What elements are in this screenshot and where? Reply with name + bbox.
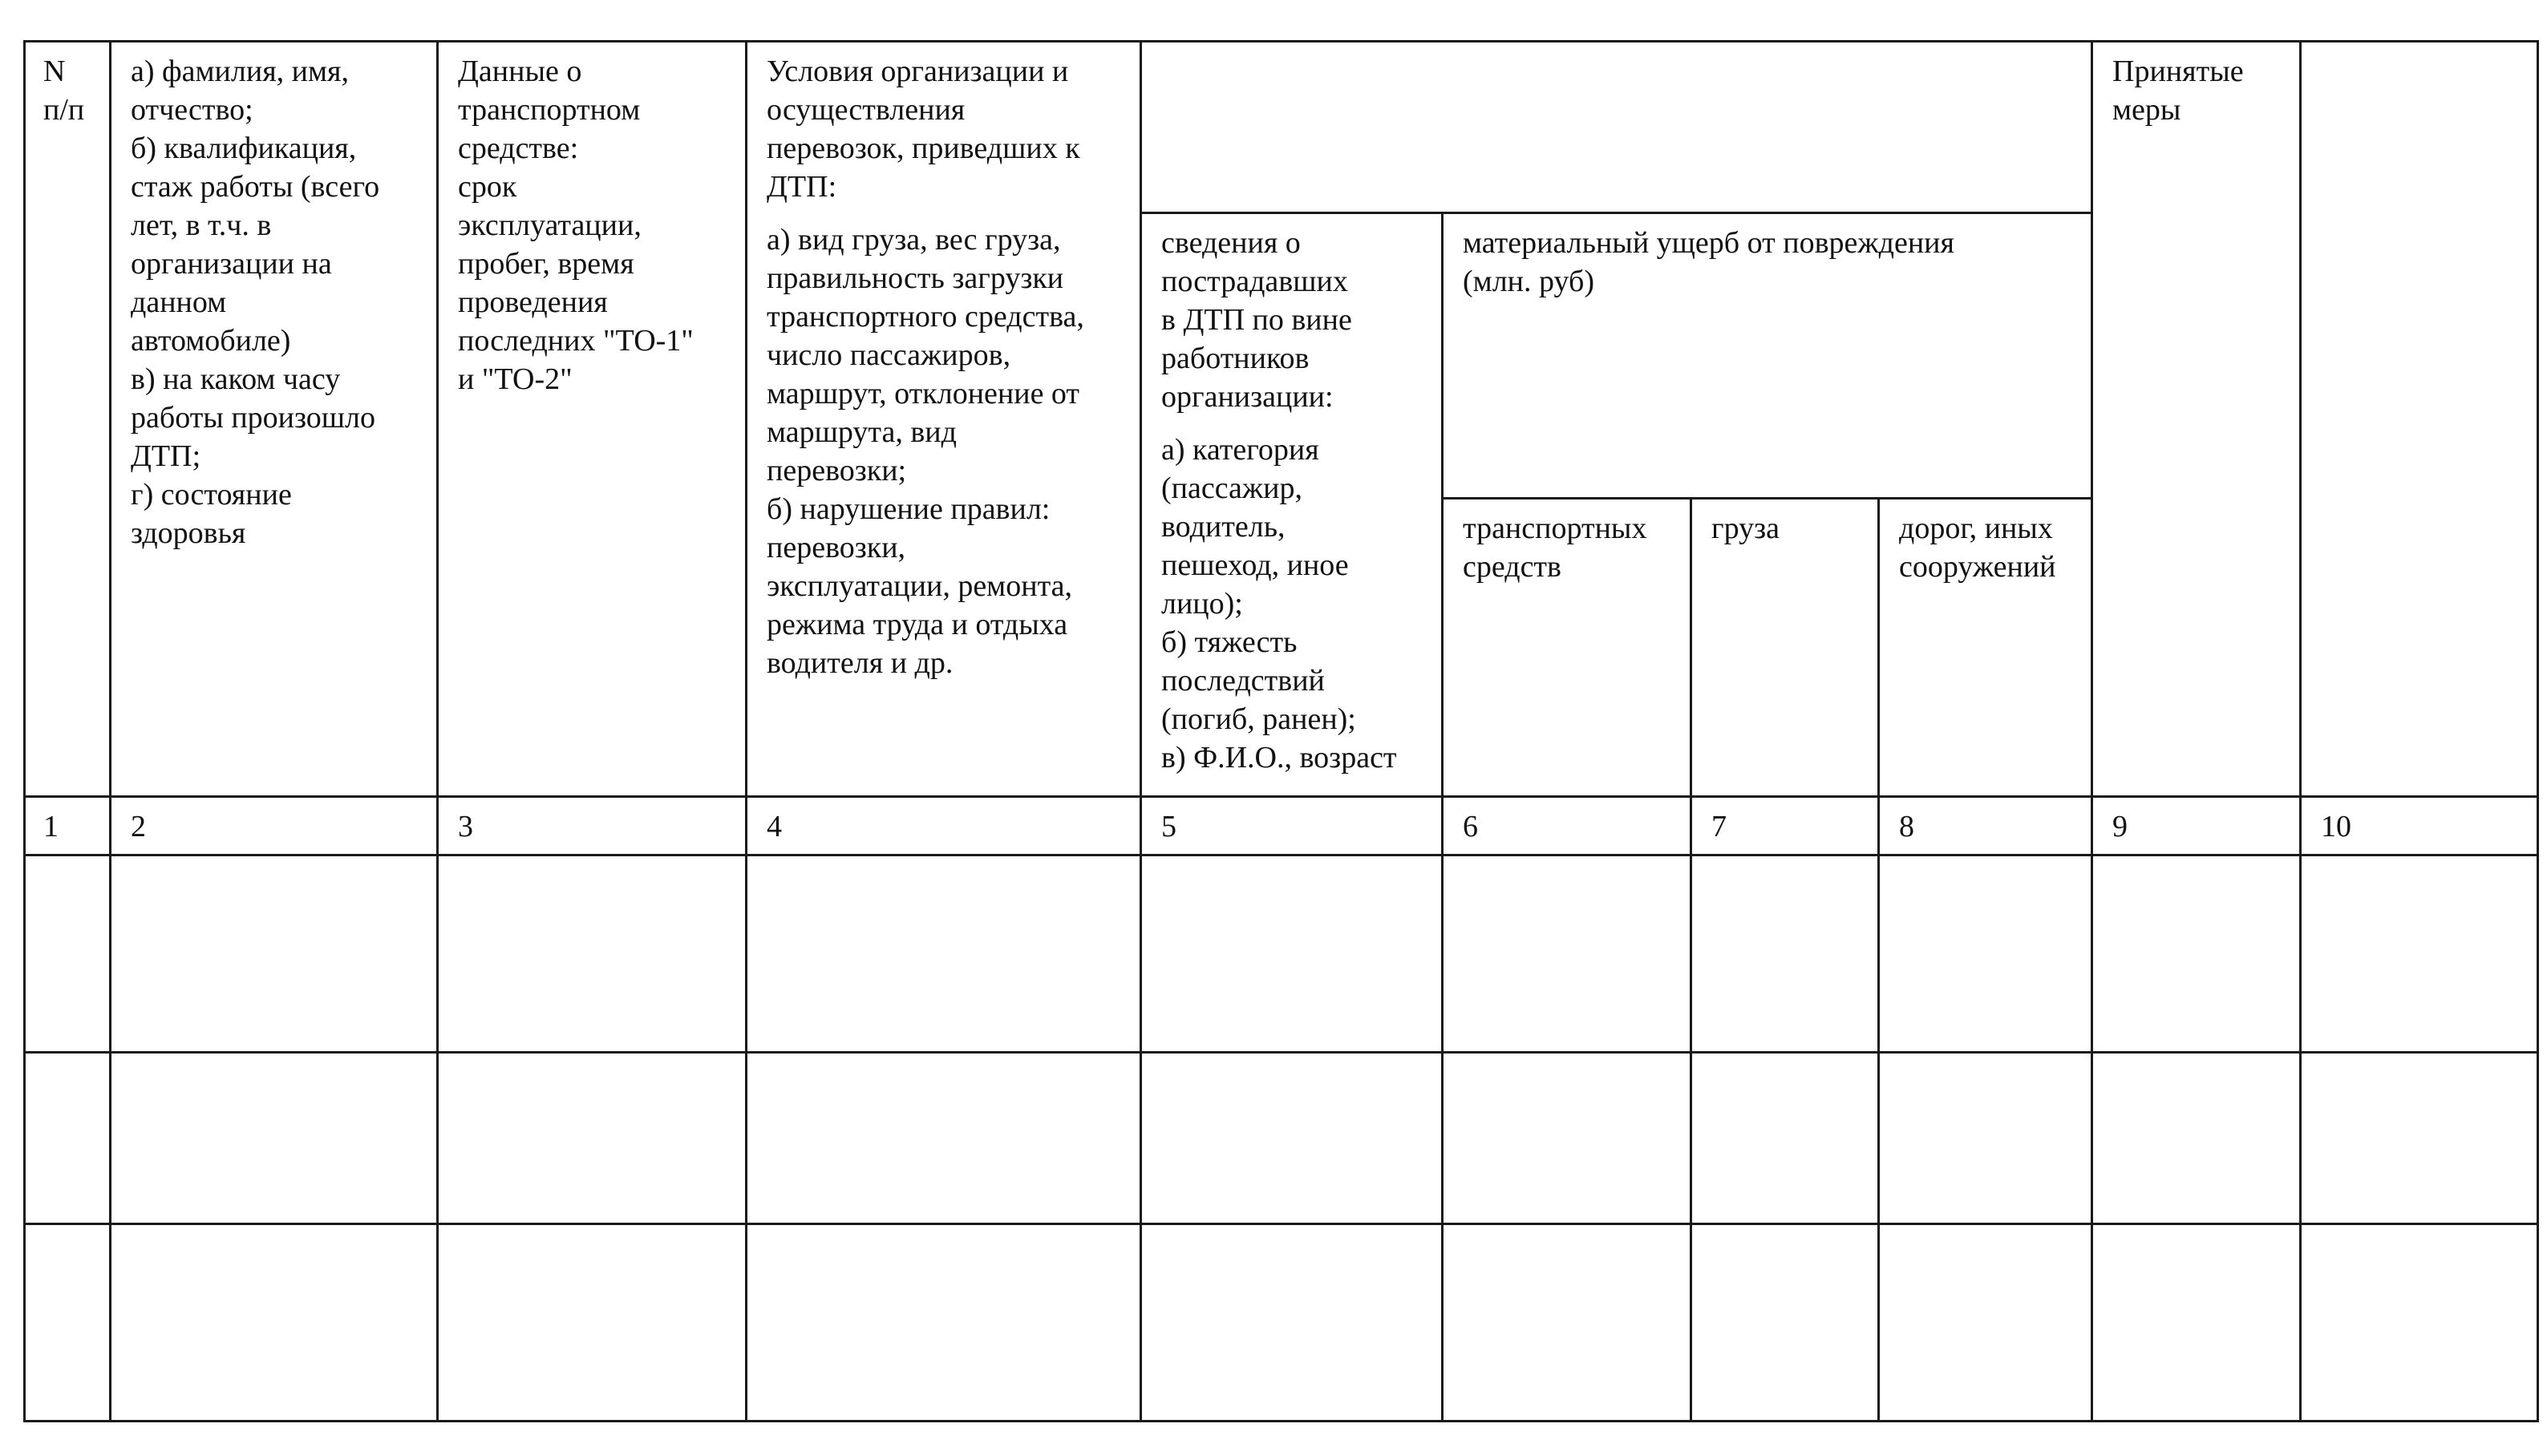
header-line: ДТП; xyxy=(131,439,201,473)
victims-body xyxy=(1161,431,1423,777)
table-cell[interactable] xyxy=(111,855,438,1053)
column-number-cell xyxy=(111,797,438,855)
column-number: 3 xyxy=(458,810,473,843)
header-cell-col8 xyxy=(1879,499,2092,797)
table-cell[interactable] xyxy=(25,1224,111,1422)
header-line: организации на xyxy=(131,247,332,281)
table-cell[interactable] xyxy=(438,1224,747,1422)
header-line: в ДТП по вине xyxy=(1161,303,1352,337)
table-cell[interactable] xyxy=(1443,1053,1691,1224)
header-line: последних "ТО-1" xyxy=(458,324,694,358)
column-number-cell xyxy=(438,797,747,855)
column-number-cell xyxy=(2301,797,2538,855)
header-cell-col4 xyxy=(747,42,1141,797)
header-line: лет, в т.ч. в xyxy=(131,208,272,242)
table-row xyxy=(25,1053,2538,1224)
header-cell-empty-top xyxy=(1141,42,2092,213)
header-line: (млн. руб) xyxy=(1463,265,1594,298)
header-line: средств xyxy=(1463,550,1561,584)
header-line: пробег, время xyxy=(458,247,634,281)
header-text-roads-damage xyxy=(1880,499,2091,594)
header-line: в) на каком часу xyxy=(131,362,341,396)
header-line: Условия организации и xyxy=(767,55,1069,88)
header-line: перевозки, xyxy=(767,531,906,564)
header-line: здоровья xyxy=(131,516,246,550)
column-number: 6 xyxy=(1463,810,1478,843)
header-line: отчество; xyxy=(131,93,253,127)
header-line: б) тяжесть xyxy=(1161,625,1298,659)
column-number-cell xyxy=(1879,797,2092,855)
column-number: 2 xyxy=(131,810,146,843)
table-cell[interactable] xyxy=(1443,855,1691,1053)
header-line: транспортном xyxy=(458,93,641,127)
column-number: 4 xyxy=(767,810,782,843)
column-numbers-row xyxy=(25,797,2538,855)
header-line: работы произошло xyxy=(131,401,376,435)
column-number: 7 xyxy=(1711,810,1727,843)
header-line: осуществления xyxy=(767,93,966,127)
header-cell-col7 xyxy=(1691,499,1879,797)
table-cell[interactable] xyxy=(1691,1224,1879,1422)
table-cell[interactable] xyxy=(747,1053,1141,1224)
header-line: проведения xyxy=(458,285,608,319)
table-row xyxy=(25,1224,2538,1422)
column-number: 5 xyxy=(1161,810,1176,843)
header-line: и "ТО-2" xyxy=(458,362,573,396)
header-text-vehicles-damage xyxy=(1444,499,1690,594)
column-number: 1 xyxy=(43,810,59,843)
header-line: б) нарушение правил: xyxy=(767,492,1051,526)
header-text-measures xyxy=(2093,42,2299,137)
header-line: сведения о xyxy=(1161,226,1301,260)
column-number-cell xyxy=(1141,797,1443,855)
header-line: последствий xyxy=(1161,664,1325,698)
header-line: сооружений xyxy=(1899,550,2056,584)
header-line: меры xyxy=(2112,93,2181,127)
header-line: пострадавших xyxy=(1161,265,1348,298)
header-line: данном xyxy=(131,285,227,319)
table-cell[interactable] xyxy=(2092,1224,2301,1422)
column-number-cell xyxy=(1691,797,1879,855)
header-line: эксплуатации, ремонта, xyxy=(767,569,1073,603)
header-line: г) состояние xyxy=(131,478,292,512)
table-cell[interactable] xyxy=(2092,1053,2301,1224)
header-row-1 xyxy=(25,42,2538,213)
header-line: (пассажир, xyxy=(1161,471,1303,505)
header-cell-damage xyxy=(1443,213,2092,499)
table-cell[interactable] xyxy=(111,1224,438,1422)
header-text-conditions xyxy=(747,42,1140,690)
header-line: работников xyxy=(1161,342,1310,375)
header-line: материальный ущерб от повреждения xyxy=(1463,226,1954,260)
header-line: автомобиле) xyxy=(131,324,291,358)
header-cell-col2 xyxy=(111,42,438,797)
header-line: водитель, xyxy=(1161,510,1286,544)
table-cell[interactable] xyxy=(2301,1053,2538,1224)
header-cell-col10 xyxy=(2301,42,2538,797)
header-line: пешеход, иное xyxy=(1161,548,1349,582)
table-cell[interactable] xyxy=(1443,1224,1691,1422)
header-line: N xyxy=(43,55,66,88)
header-line: ДТП: xyxy=(767,170,837,204)
header-line: правильность загрузки xyxy=(767,261,1064,295)
header-line: дорог, иных xyxy=(1899,512,2053,545)
table-cell[interactable] xyxy=(747,855,1141,1053)
table-cell[interactable] xyxy=(438,1053,747,1224)
header-text-col10 xyxy=(2302,42,2537,60)
column-number: 10 xyxy=(2321,810,2351,843)
table-cell[interactable] xyxy=(1879,1224,2092,1422)
header-line: число пассажиров, xyxy=(767,338,1011,372)
table-cell[interactable] xyxy=(1691,855,1879,1053)
header-line: а) вид груза, вес груза, xyxy=(767,223,1061,257)
header-line: Данные о xyxy=(458,55,582,88)
conditions-body xyxy=(767,220,1122,682)
header-cell-col9 xyxy=(2092,42,2301,797)
header-cell-col5 xyxy=(1141,213,1443,797)
header-line: а) категория xyxy=(1161,433,1319,467)
header-text-driver xyxy=(111,42,436,560)
header-line: перевозки; xyxy=(767,454,907,487)
column-number-cell xyxy=(747,797,1141,855)
column-number-cell xyxy=(25,797,111,855)
victims-title xyxy=(1161,224,1423,416)
column-number: 9 xyxy=(2112,810,2128,843)
header-line: б) квалификация, xyxy=(131,131,357,165)
header-line: перевозок, приведших к xyxy=(767,131,1080,165)
table-cell[interactable] xyxy=(1141,1224,1443,1422)
header-text-victims xyxy=(1142,214,1441,785)
conditions-title xyxy=(767,52,1122,206)
header-line: транспортных xyxy=(1463,512,1647,545)
header-line: маршрута, вид xyxy=(767,415,957,449)
header-line: Принятые xyxy=(2112,55,2244,88)
table-cell[interactable] xyxy=(1141,1053,1443,1224)
table-cell[interactable] xyxy=(1879,1053,2092,1224)
table-cell[interactable] xyxy=(25,855,111,1053)
header-cell-col6 xyxy=(1443,499,1691,797)
header-text-cargo-damage xyxy=(1692,499,1877,556)
header-line: маршрут, отклонение от xyxy=(767,377,1080,411)
header-text-damage xyxy=(1444,214,2091,309)
header-line: транспортного средства, xyxy=(767,300,1084,334)
column-number-cell xyxy=(2092,797,2301,855)
table-cell[interactable] xyxy=(438,855,747,1053)
header-line: п/п xyxy=(43,93,85,127)
header-cell-col1 xyxy=(25,42,111,797)
table-row xyxy=(25,855,2538,1053)
header-line: организации: xyxy=(1161,380,1334,414)
header-line: а) фамилия, имя, xyxy=(131,55,350,88)
header-line: груза xyxy=(1711,512,1780,545)
table-cell[interactable] xyxy=(1691,1053,1879,1224)
header-line: лицо); xyxy=(1161,587,1243,621)
header-line: водителя и др. xyxy=(767,646,954,680)
table-cell[interactable] xyxy=(2301,1224,2538,1422)
header-line: стаж работы (всего xyxy=(131,170,380,204)
table-cell[interactable] xyxy=(2301,855,2538,1053)
header-line: (погиб, ранен); xyxy=(1161,702,1356,736)
table-cell[interactable] xyxy=(25,1053,111,1224)
table-cell[interactable] xyxy=(2092,855,2301,1053)
header-line: эксплуатации, xyxy=(458,208,642,242)
header-line: режима труда и отдыха xyxy=(767,608,1068,641)
header-text-vehicle xyxy=(439,42,745,406)
header-line: средстве: xyxy=(458,131,579,165)
table-cell[interactable] xyxy=(1141,855,1443,1053)
table-cell[interactable] xyxy=(747,1224,1141,1422)
header-line: в) Ф.И.О., возраст xyxy=(1161,741,1397,775)
header-cell-col3 xyxy=(438,42,747,797)
column-number-cell xyxy=(1443,797,1691,855)
header-line: срок xyxy=(458,170,517,204)
column-number: 8 xyxy=(1899,810,1914,843)
table-cell[interactable] xyxy=(1879,855,2092,1053)
accident-register-table xyxy=(23,40,2539,1422)
table-cell[interactable] xyxy=(111,1053,438,1224)
header-text-number xyxy=(26,42,109,137)
